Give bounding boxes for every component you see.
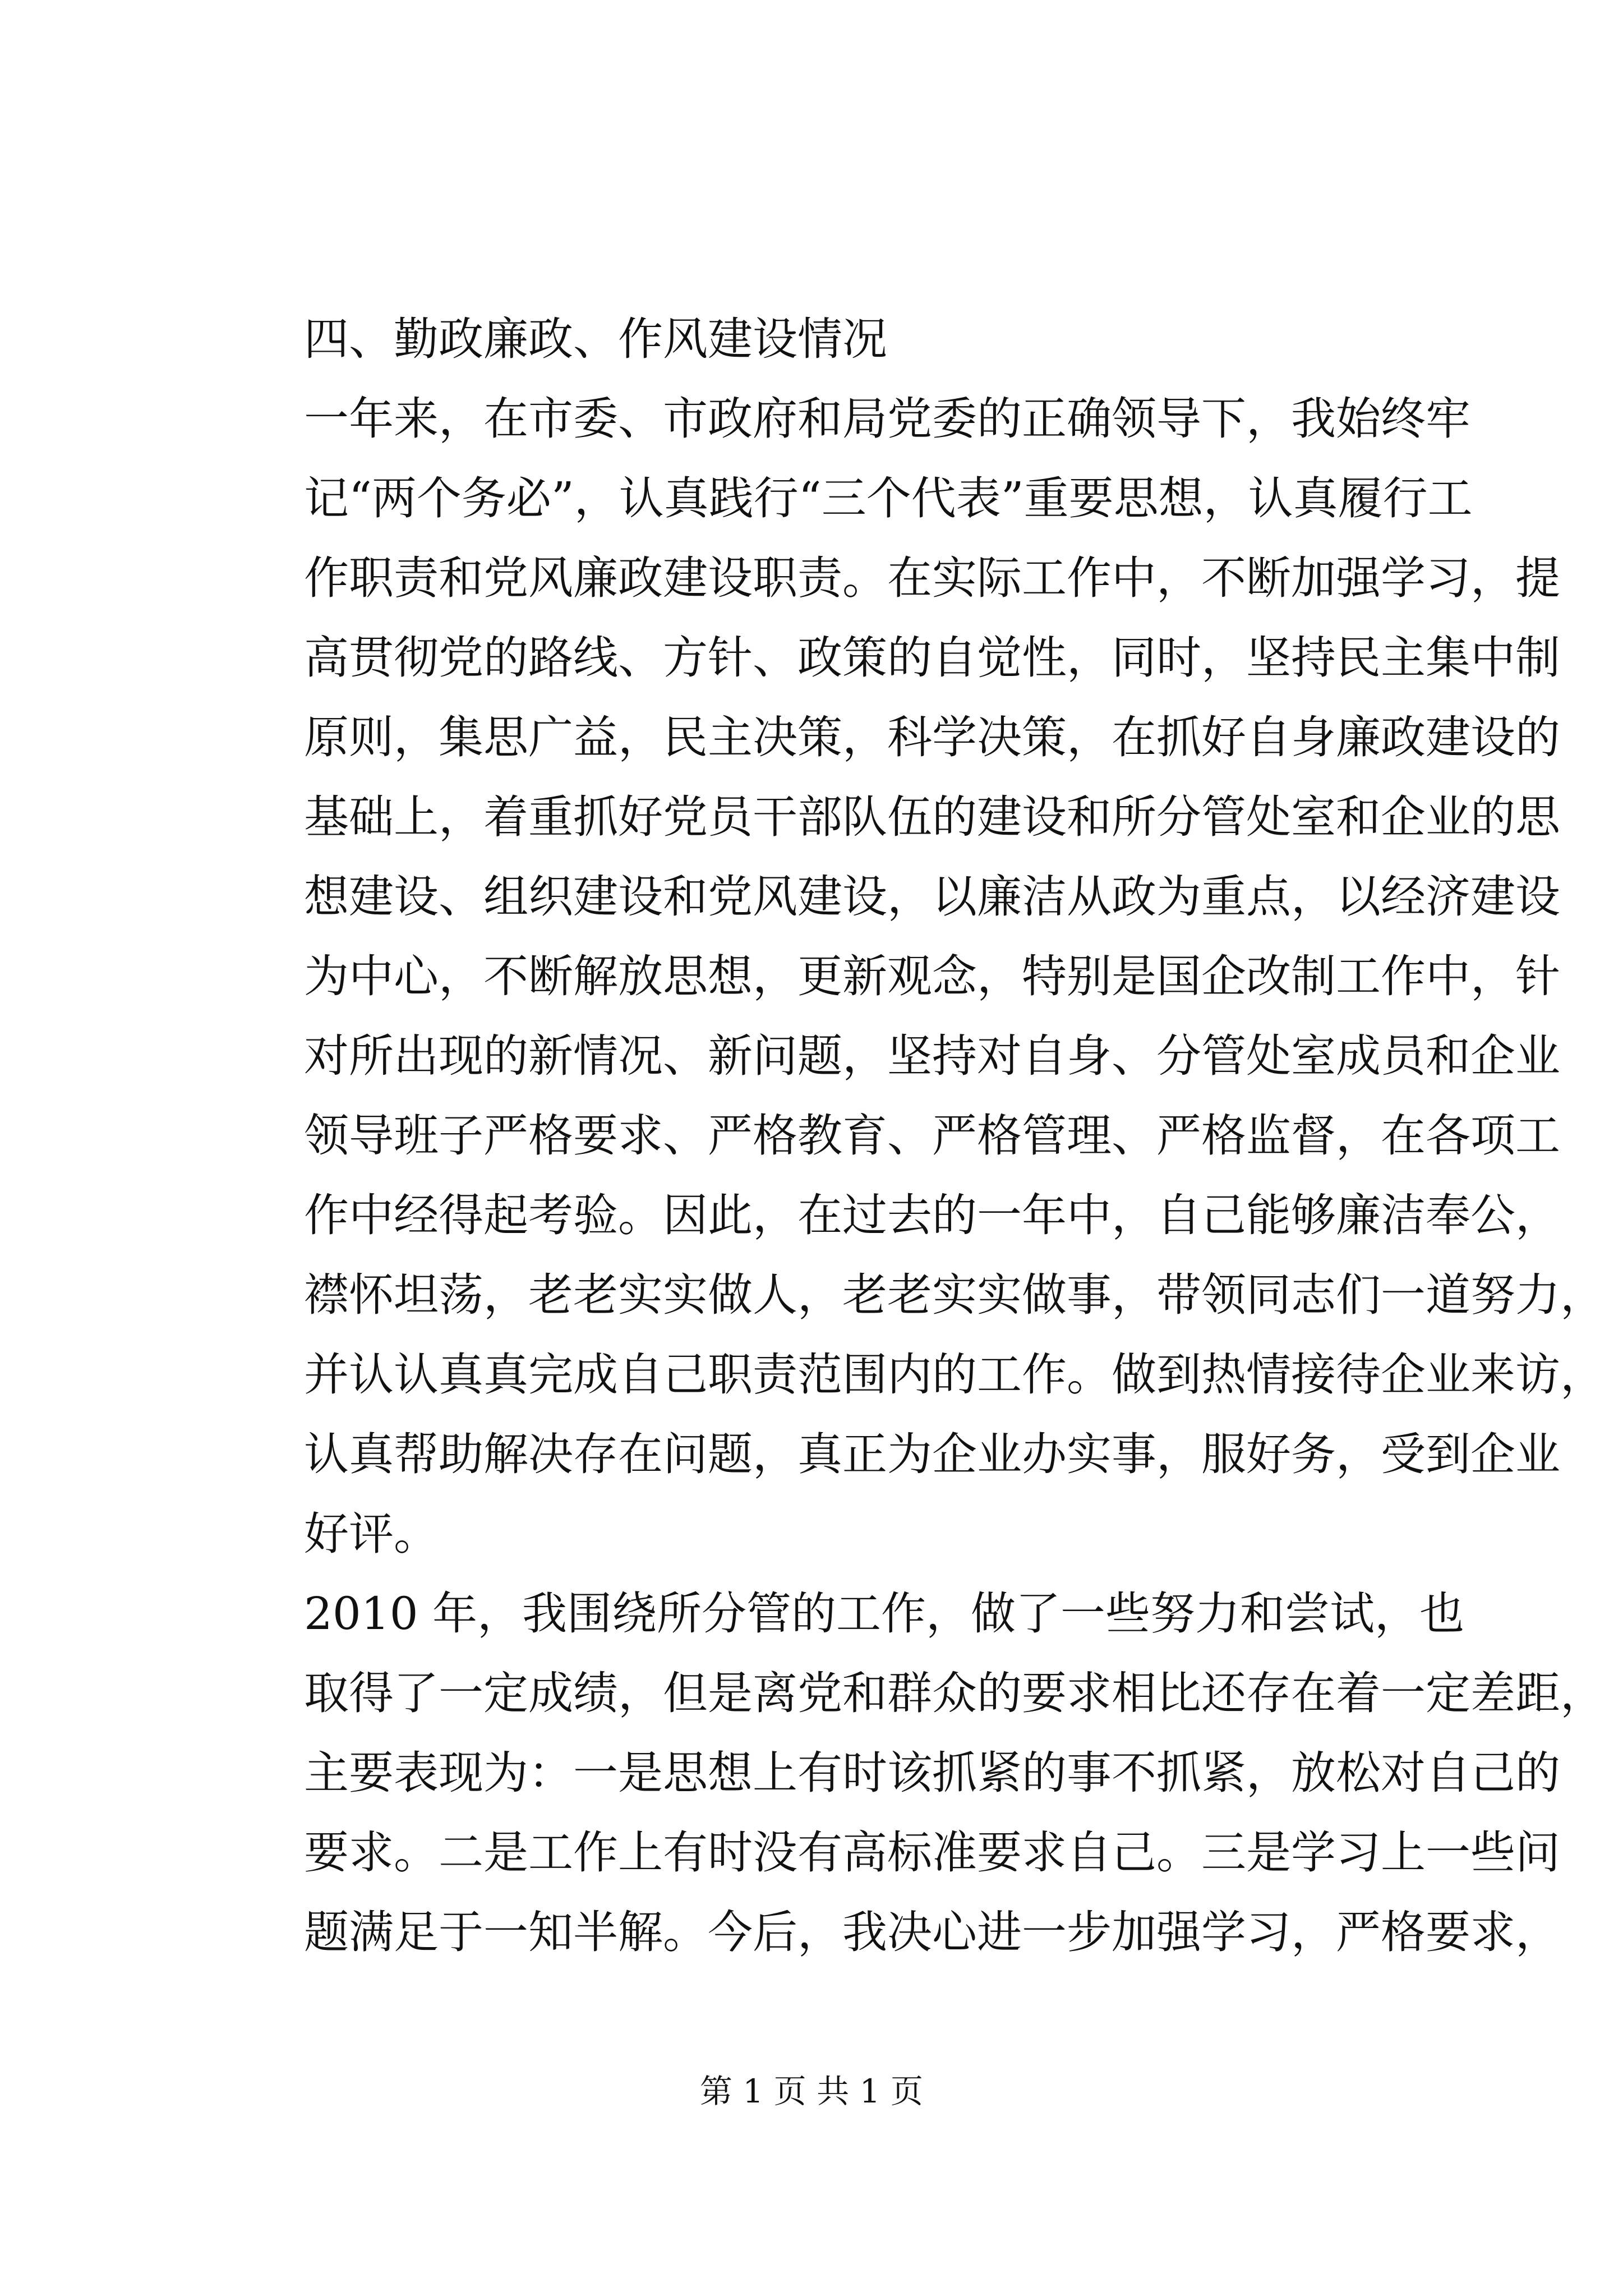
paragraph-integrity-summary [214,379,1605,1574]
paragraph-line: 基础上，着重抓好党员干部队伍的建设和所分管处室和企业的思 [304,791,1560,843]
paragraph-line: 认真帮助解决存在问题，真正为企业办实事，服好务，受到企业 [304,1428,1560,1480]
paragraph-line: 好评。 [304,1508,439,1560]
section-heading: 四、勤政廉政、作风建设情况 [304,313,887,365]
paragraph-line: 对所出现的新情况、新问题，坚持对自身、分管处室成员和企业 [304,1030,1560,1082]
paragraph-line: 要求。二是工作上有时没有高标准要求自己。三是学习上一些问 [304,1826,1560,1879]
paragraph-line: 2010 年，我围绕所分管的工作，做了一些努力和尝试，也 [304,1588,1465,1640]
paragraph-line: 主要表现为：一是思想上有时该抓紧的事不抓紧，放松对自己的 [304,1747,1560,1799]
document-body [214,300,1605,1972]
paragraph-line: 想建设、组织建设和党风建设，以廉洁从政为重点，以经济建设 [304,871,1560,923]
paragraph-line: 为中心，不断解放思想，更新观念，特别是国企改制工作中，针 [304,950,1560,1002]
paragraph-line: 并认认真真完成自己职责范围内的工作。做到热情接待企业来访， [304,1349,1605,1401]
paragraph-line: 作职责和党风廉政建设职责。在实际工作中，不断加强学习，提 [304,552,1560,604]
paragraph-line: 原则，集思广益，民主决策，科学决策，在抓好自身廉政建设的 [304,711,1560,763]
paragraph-line: 一年来，在市委、市政府和局党委的正确领导下，我始终牢 [304,393,1470,445]
paragraph-line: 作中经得起考验。因此，在过去的一年中，自己能够廉洁奉公， [304,1189,1560,1241]
page-number-footer: 第 1 页 共 1 页 [700,2072,923,2110]
paragraph-line: 题满足于一知半解。今后，我决心进一步加强学习，严格要求， [304,1906,1560,1958]
paragraph-line: 领导班子严格要求、严格教育、严格管理、严格监督，在各项工 [304,1110,1560,1162]
paragraph-line: 高贯彻党的路线、方针、政策的自觉性，同时，坚持民主集中制 [304,632,1560,684]
paragraph-line: 取得了一定成绩，但是离党和群众的要求相比还存在着一定差距， [304,1667,1605,1719]
paragraph-line: 记“两个务必”，认真践行“三个代表”重要思想，认真履行工 [304,472,1473,524]
paragraph-shortcomings [214,1574,1605,1972]
paragraph-line: 襟怀坦荡，老老实实做人，老老实实做事，带领同志们一道努力， [304,1269,1605,1321]
